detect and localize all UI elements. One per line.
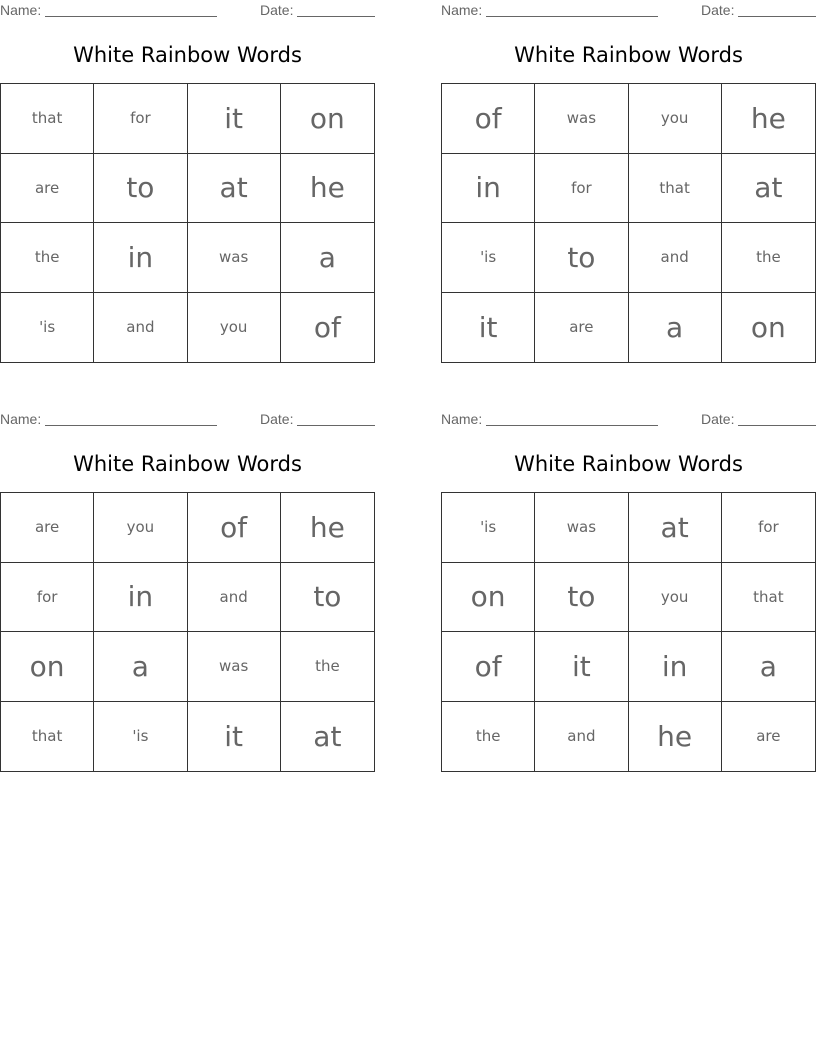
word-grid	[441, 492, 816, 772]
word-cell: at	[188, 154, 281, 224]
word-cell: that	[722, 563, 815, 633]
bingo-card	[0, 409, 375, 773]
date-blank-line	[297, 411, 375, 426]
word-cell: at	[313, 719, 342, 753]
word-cell: on	[1, 632, 94, 702]
word-cell: at	[629, 493, 722, 563]
word-cell: a	[94, 632, 187, 702]
word-cell: for	[535, 154, 628, 224]
word-cell: to	[94, 154, 187, 224]
word-cell: it	[442, 293, 535, 363]
word-cell: he	[722, 84, 815, 154]
word-cell: the	[281, 632, 374, 702]
word-cell: he	[281, 154, 374, 224]
word-cell: for	[1, 563, 94, 633]
word-cell: of	[188, 493, 281, 563]
word-cell: 'is	[94, 702, 187, 772]
word-cell: are	[535, 293, 628, 363]
word-cell: that	[629, 154, 722, 224]
word-cell: was	[535, 84, 628, 154]
word-cell: a	[629, 293, 722, 363]
word-cell: in	[94, 223, 187, 293]
name-blank-line	[45, 2, 217, 17]
date-blank-line	[738, 411, 816, 426]
word-cell: 'is	[442, 493, 535, 563]
word-grid	[441, 83, 816, 363]
name-date-header	[441, 2, 816, 20]
name-label: Name:	[441, 2, 483, 18]
word-cell: he	[629, 702, 722, 772]
word-cell: to	[535, 563, 628, 633]
word-cell: that	[1, 702, 94, 772]
card-title: White Rainbow Words	[73, 452, 302, 476]
word-cell: are	[1, 493, 94, 563]
word-cell: was	[188, 632, 281, 702]
word-cell: of	[313, 310, 341, 344]
word-cell: you	[94, 493, 187, 563]
word-cell: it	[188, 702, 281, 772]
word-cell: the	[442, 702, 535, 772]
name-blank-line	[486, 411, 658, 426]
word-cell: the	[1, 223, 94, 293]
word-cell: a	[281, 223, 374, 293]
date-blank-line	[738, 2, 816, 17]
date-blank-line	[297, 2, 375, 17]
name-date-header	[0, 2, 375, 20]
name-date-header	[441, 411, 816, 429]
word-cell: that	[1, 84, 94, 154]
word-cell: you	[629, 84, 722, 154]
word-cell: and	[188, 563, 281, 633]
date-label: Date:	[260, 411, 294, 427]
word-cell: of	[442, 632, 535, 702]
bingo-card	[441, 409, 816, 773]
word-cell: it	[188, 84, 281, 154]
word-cell: a	[722, 632, 815, 702]
card-title: White Rainbow Words	[514, 43, 743, 67]
word-cell: and	[535, 702, 628, 772]
word-cell: you	[629, 563, 722, 633]
word-cell: you	[188, 293, 281, 363]
name-date-header	[0, 411, 375, 429]
word-cell: 'is	[1, 293, 94, 363]
date-label: Date:	[701, 2, 735, 18]
word-cell: the	[722, 223, 815, 293]
word-cell: to	[281, 563, 374, 633]
name-label: Name:	[441, 411, 483, 427]
word-cell: in	[94, 563, 187, 633]
card-title: White Rainbow Words	[514, 452, 743, 476]
word-cell: 'is	[442, 223, 535, 293]
word-cell: and	[94, 293, 187, 363]
date-label: Date:	[260, 2, 294, 18]
bingo-card	[0, 0, 375, 364]
word-cell: are	[756, 727, 781, 746]
word-grid	[0, 83, 375, 363]
word-cell: to	[535, 223, 628, 293]
word-cell: in	[629, 632, 722, 702]
word-cell: was	[535, 493, 628, 563]
name-blank-line	[486, 2, 658, 17]
word-cell: on	[281, 84, 374, 154]
name-label: Name:	[0, 411, 42, 427]
word-cell: at	[722, 154, 815, 224]
word-cell: for	[722, 493, 815, 563]
card-title: White Rainbow Words	[73, 43, 302, 67]
word-cell: it	[535, 632, 628, 702]
word-cell: he	[281, 493, 374, 563]
word-cell: in	[442, 154, 535, 224]
date-label: Date:	[701, 411, 735, 427]
word-grid	[0, 492, 375, 772]
word-cell: on	[750, 310, 786, 344]
word-cell: of	[442, 84, 535, 154]
word-cell: on	[442, 563, 535, 633]
word-cell: for	[94, 84, 187, 154]
name-blank-line	[45, 411, 217, 426]
word-cell: and	[629, 223, 722, 293]
bingo-card	[441, 0, 816, 364]
word-cell: was	[188, 223, 281, 293]
name-label: Name:	[0, 2, 42, 18]
word-cell: are	[1, 154, 94, 224]
